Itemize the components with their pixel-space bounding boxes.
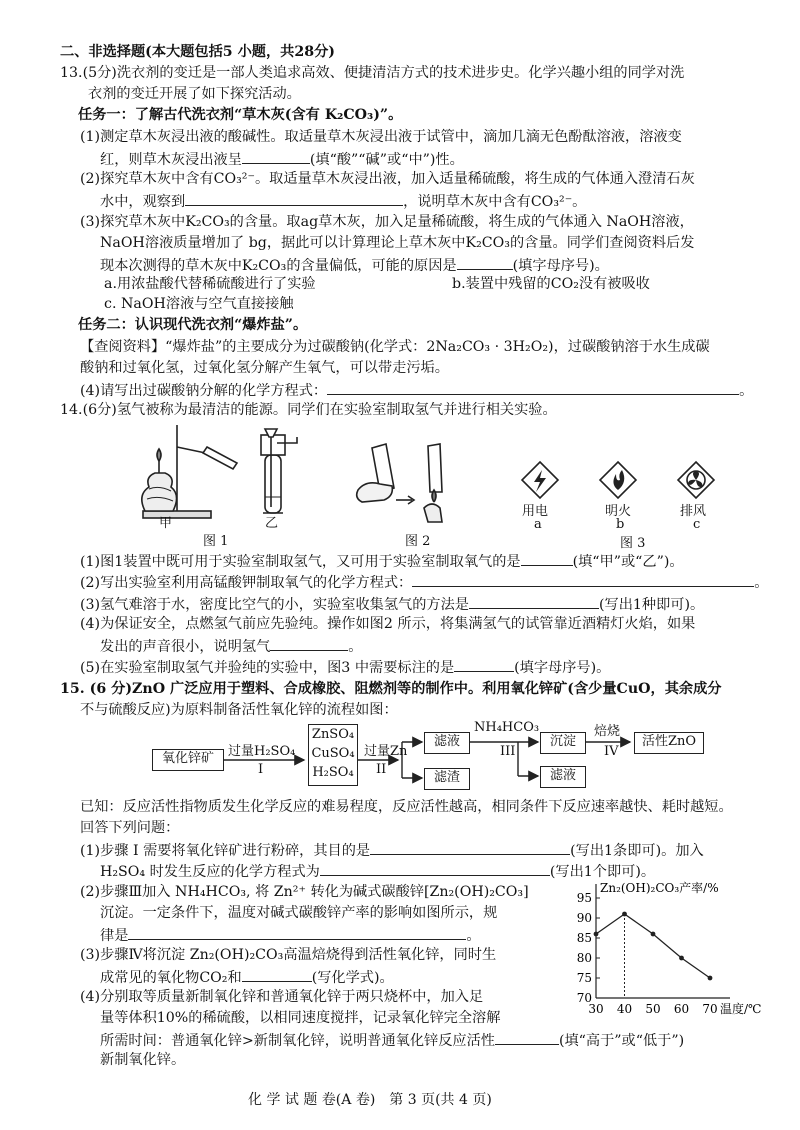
q14-part1-text-pre: (1)图1装置中既可用于实验室制取氢气，又可用于实验室制取氧气的是 xyxy=(80,554,521,570)
q15-known-line2: 回答下列问题： xyxy=(80,820,180,836)
q15-part4-text-pre: 所需时间：普通氧化锌>新制氧化锌，说明普通氧化锌反应活性 xyxy=(100,1033,495,1049)
y-tick-label: 85 xyxy=(576,931,592,945)
yield-series-line xyxy=(596,914,710,978)
q13-part2-text-post: ，说明草木灰中含有CO₃²⁻。 xyxy=(403,194,587,210)
y-tick-label: 95 xyxy=(576,891,592,905)
chart-xlabel: 温度/℃ xyxy=(720,1002,762,1016)
q13-part4-text-pre: (4)请写出过碳酸钠分解的化学方程式： xyxy=(80,383,328,399)
flow-label-zn: 过量Zn xyxy=(364,744,408,759)
sign-c-letter: c xyxy=(693,517,701,532)
fig3-caption: 图 3 xyxy=(620,536,646,551)
page-footer: 化 学 试 题 卷(A 卷) 第 3 页(共 4 页) xyxy=(248,1092,492,1108)
q14-part4-line2 xyxy=(100,635,362,657)
q13-option-c: c. NaOH溶液与空气直接接触 xyxy=(104,296,294,312)
q13-part1-text-pre: 红，则草木灰浸出液呈 xyxy=(100,152,242,168)
q15-part1b-text-post: (写出1个即可)。 xyxy=(549,864,656,880)
flow-box-filtrate: 滤液 xyxy=(424,732,470,754)
ventilation-sign-icon xyxy=(678,462,714,498)
q14-part5-text-post: (填字母序号)。 xyxy=(514,660,611,676)
yield-temperature-chart xyxy=(560,874,790,1024)
q15-part1-text-pre: (1)步骤 I 需要将氧化锌矿进行粉碎，其目的是 xyxy=(80,843,371,859)
q14-part1-text-post: (填“甲”或“乙”)。 xyxy=(572,554,684,570)
q15-part2-text-pre: 律是 xyxy=(100,928,129,944)
x-tick-label: 70 xyxy=(702,1002,718,1016)
q15-part2-line1: (2)步骤Ⅲ加入 NH₄HCO₃, 将 Zn²⁺ 转化为碱式碳酸锌[Zn₂(OH)₂CO₃] xyxy=(80,884,529,900)
flow-box-product: 活性ZnO xyxy=(634,732,704,754)
section-title: 二、非选择题(本大题包括5 小题，共28分) xyxy=(60,44,335,60)
sign-b-letter: b xyxy=(616,517,625,532)
fig1-apparatus xyxy=(125,415,325,525)
q13-stem-line2: 衣剂的变迁开展了如下探究活动。 xyxy=(88,86,301,102)
q13-part3-text-post: (填字母序号)。 xyxy=(512,258,609,274)
x-tick-label: 60 xyxy=(673,1002,690,1016)
q15-stem-line1: 15. (6 分)ZnO 广泛应用于塑料、合成橡胶、阻燃剂等的制作中。利用氧化锌矿(含少量CuO，其余成分 xyxy=(60,681,722,697)
fig1-label-yi: 乙 xyxy=(265,516,279,531)
x-tick-label: 50 xyxy=(645,1002,661,1016)
q14-answer-blank-4[interactable] xyxy=(270,635,348,651)
flow-mix-h2so4: H₂SO₄ xyxy=(312,765,354,780)
q15-stem-line2: 不与硫酸反应)为原料制备活性氧化锌的流程如图： xyxy=(80,702,398,718)
q13-part1-text-post: (填“酸”“碱”或“中”)性。 xyxy=(309,152,464,168)
q14-answer-blank-2[interactable] xyxy=(412,571,754,587)
y-tick-label: 75 xyxy=(576,971,592,985)
flow-box-mixture xyxy=(308,724,358,786)
q13-part2-line2 xyxy=(100,190,586,212)
q14-part3-text-post: (写出1种即可)。 xyxy=(598,597,705,613)
yield-data-point xyxy=(594,932,599,937)
flow-label-step4: IV xyxy=(604,744,619,759)
q15-part4-line1: (4)分别取等质量新制氧化锌和普通氧化锌于两只烧杯中，加入足 xyxy=(80,989,484,1005)
x-tick-label: 30 xyxy=(588,1002,604,1016)
sign-a-letter: a xyxy=(534,517,542,532)
q13-answer-blank-1[interactable] xyxy=(242,148,310,164)
q13-part2-text-pre: 水中，观察到 xyxy=(100,194,186,210)
q13-part3-line3 xyxy=(100,254,609,276)
q15-part4-text-post: (填“高于”或“低于”) xyxy=(558,1033,685,1049)
q13-part4-text-post: 。 xyxy=(739,383,754,399)
q13-part2-line1: (2)探究草木灰中含有CO₃²⁻。取适量草木灰浸出液，加入适量稀硫酸，将生成的气体通入澄清石灰 xyxy=(80,171,695,187)
q15-part3-line2 xyxy=(100,966,394,988)
q14-part5 xyxy=(80,656,610,678)
yield-data-point xyxy=(651,932,656,937)
y-tick-label: 70 xyxy=(576,991,592,1005)
q13-task1: 任务一：了解古代洗衣剂“草木灰(含有 K₂CO₃)”。 xyxy=(78,107,403,123)
q15-part4-line3 xyxy=(100,1029,684,1051)
y-tick-label: 90 xyxy=(576,911,592,925)
q13-part4 xyxy=(80,379,753,401)
q14-part2-text-pre: (2)写出实验室利用高锰酸钾制取氧气的化学方程式： xyxy=(80,575,413,591)
flow-box-residue: 滤渣 xyxy=(424,768,470,790)
q13-stem-line1: 13.(5分)洗衣剂的变迁是一部人类追求高效、便捷清洁方式的技术进步史。化学兴趣小组的同学对洗 xyxy=(60,65,685,81)
q14-part5-text-pre: (5)在实验室制取氢气并验纯的实验中，图3 中需要标注的是 xyxy=(80,660,455,676)
flow-box-filtrate2: 滤液 xyxy=(540,766,586,788)
flow-box-precipitate: 沉淀 xyxy=(540,732,586,754)
q13-task2: 任务二：认识现代洗衣剂“爆炸盐”。 xyxy=(78,317,308,333)
q15-part1-text-post: (写出1条即可)。加入 xyxy=(570,843,704,859)
chart-ylabel: Zn₂(OH)₂CO₃产率/% xyxy=(600,881,719,895)
q15-part2-line2: 沉淀。一定条件下，温度对碱式碳酸锌产率的影响如图所示，规 xyxy=(100,905,498,921)
q13-option-b: b.装置中残留的CO₂没有被吸收 xyxy=(452,276,650,292)
q14-part4-line1: (4)为保证安全，点燃氢气前应先验纯。操作如图2 所示，将集满氢气的试管靠近酒精灯火焰，如果 xyxy=(80,616,696,632)
q15-part2-text-post: 。 xyxy=(466,928,481,944)
yield-data-point xyxy=(622,912,627,917)
yield-data-point xyxy=(708,976,713,981)
q14-part2 xyxy=(80,571,768,593)
q14-answer-blank-1[interactable] xyxy=(521,550,573,566)
q13-part3-text-pre: 现本次测得的草木灰中K₂CO₃的含量偏低，可能的原因是 xyxy=(100,258,457,274)
q15-part3-text-pre: 成常见的氧化物CO₂和 xyxy=(100,970,242,986)
flow-label-step3: III xyxy=(500,744,516,759)
q13-answer-blank-3[interactable] xyxy=(457,254,513,270)
fig3-signs xyxy=(520,460,730,500)
x-tick-label: 40 xyxy=(616,1002,633,1016)
q14-part3 xyxy=(80,593,704,615)
q15-part3-text-post: (写化学式)。 xyxy=(311,970,394,986)
flow-label-step2: II xyxy=(376,762,387,777)
fig2-caption: 图 2 xyxy=(405,534,431,549)
q14-part4-text-pre: 发出的声音很小，说明氢气 xyxy=(100,639,271,655)
flow-label-roast: 焙烧 xyxy=(594,724,621,739)
sign-b-text: 明火 xyxy=(605,504,632,519)
q13-info-line2: 酸钠和过氧化氢，过氧化氢分解产生氧气，可以带走污垢。 xyxy=(80,360,449,376)
q15-answer-blank-5[interactable] xyxy=(495,1029,559,1045)
q15-part4-line4: 新制氧化锌。 xyxy=(100,1052,186,1068)
q15-part4-line2: 量等体积10%的稀硫酸，以相同速度搅拌，记录氧化锌完全溶解 xyxy=(100,1010,501,1026)
flow-label-acid: 过量H₂SO₄ xyxy=(228,744,296,759)
q15-part2-line3 xyxy=(100,924,481,946)
q15-answer-blank-1[interactable] xyxy=(370,839,570,855)
q14-part4-text-post: 。 xyxy=(348,639,363,655)
q14-part3-text-pre: (3)氢气难溶于水，密度比空气的小，实验室收集氢气的方法是 xyxy=(80,597,469,613)
sign-c-text: 排风 xyxy=(680,504,707,519)
q13-part3-line1: (3)探究草木灰中K₂CO₃的含量。取ag草木灰，加入足量稀硫酸，将生成的气体通入 NaOH溶液， xyxy=(80,214,694,230)
q14-answer-blank-5[interactable] xyxy=(454,656,514,672)
sign-a-text: 用电 xyxy=(522,504,549,519)
q13-part1-line2 xyxy=(100,148,464,170)
q13-part1-line1: (1)测定草木灰浸出液的酸碱性。取适量草木灰浸出液于试管中，滴加几滴无色酚酞溶液，溶液变 xyxy=(80,129,682,145)
q13-info-line1: 【查阅资料】“爆炸盐”的主要成分为过碳酸钠(化学式：2Na₂CO₃ · 3H₂O₂)，过碳酸钠溶于水生成碳 xyxy=(80,339,710,355)
flow-label-step1: I xyxy=(258,762,264,777)
q13-part3-line2: NaOH溶液质量增加了 bg，据此可以计算理论上草木灰中K₂CO₃的含量。同学们查阅资料后发 xyxy=(100,235,695,251)
open-flame-sign-icon xyxy=(600,462,636,498)
q14-part2-text-post: 。 xyxy=(754,575,769,591)
q15-part1b-text-pre: H₂SO₄ 时发生反应的化学方程式为 xyxy=(100,864,320,880)
q15-part1-line1 xyxy=(80,839,704,861)
chart-axes xyxy=(596,884,730,998)
q15-known-line1: 已知：反应活性指物质发生化学反应的难易程度，反应活性越高，相同条件下反应速率越快、耗时越短。 xyxy=(80,799,733,815)
q13-answer-blank-2[interactable] xyxy=(185,190,403,206)
q15-answer-blank-4[interactable] xyxy=(242,966,312,982)
flow-box-ore: 氧化锌矿 xyxy=(152,749,224,771)
q15-part3-line1: (3)步骤Ⅳ将沉淀 Zn₂(OH)₂CO₃高温焙烧得到活性氧化锌，同时生 xyxy=(80,947,497,963)
q15-answer-blank-2[interactable] xyxy=(320,860,550,876)
q13-option-a: a.用浓盐酸代替稀硫酸进行了实验 xyxy=(104,276,316,292)
q15-answer-blank-3[interactable] xyxy=(128,924,466,940)
q14-answer-blank-3[interactable] xyxy=(469,593,599,609)
yield-data-point xyxy=(679,956,684,961)
q14-stem: 14.(6分)氢气被称为最清洁的能源。同学们在实验室制取氢气并进行相关实验。 xyxy=(60,402,557,418)
flow-mix-znso4: ZnSO₄ xyxy=(311,727,355,742)
flow-mix-cuso4: CuSO₄ xyxy=(311,746,355,761)
q14-part1 xyxy=(80,550,684,572)
electricity-sign-icon xyxy=(522,462,558,498)
fig2-test-tube-lamp xyxy=(350,440,460,525)
y-tick-label: 80 xyxy=(576,951,592,965)
flow-label-reagent: NH₄HCO₃ xyxy=(474,720,540,735)
fig1-label-jia: 甲 xyxy=(159,516,173,531)
fig1-caption: 图 1 xyxy=(203,534,229,549)
q13-answer-blank-4[interactable] xyxy=(327,379,739,395)
